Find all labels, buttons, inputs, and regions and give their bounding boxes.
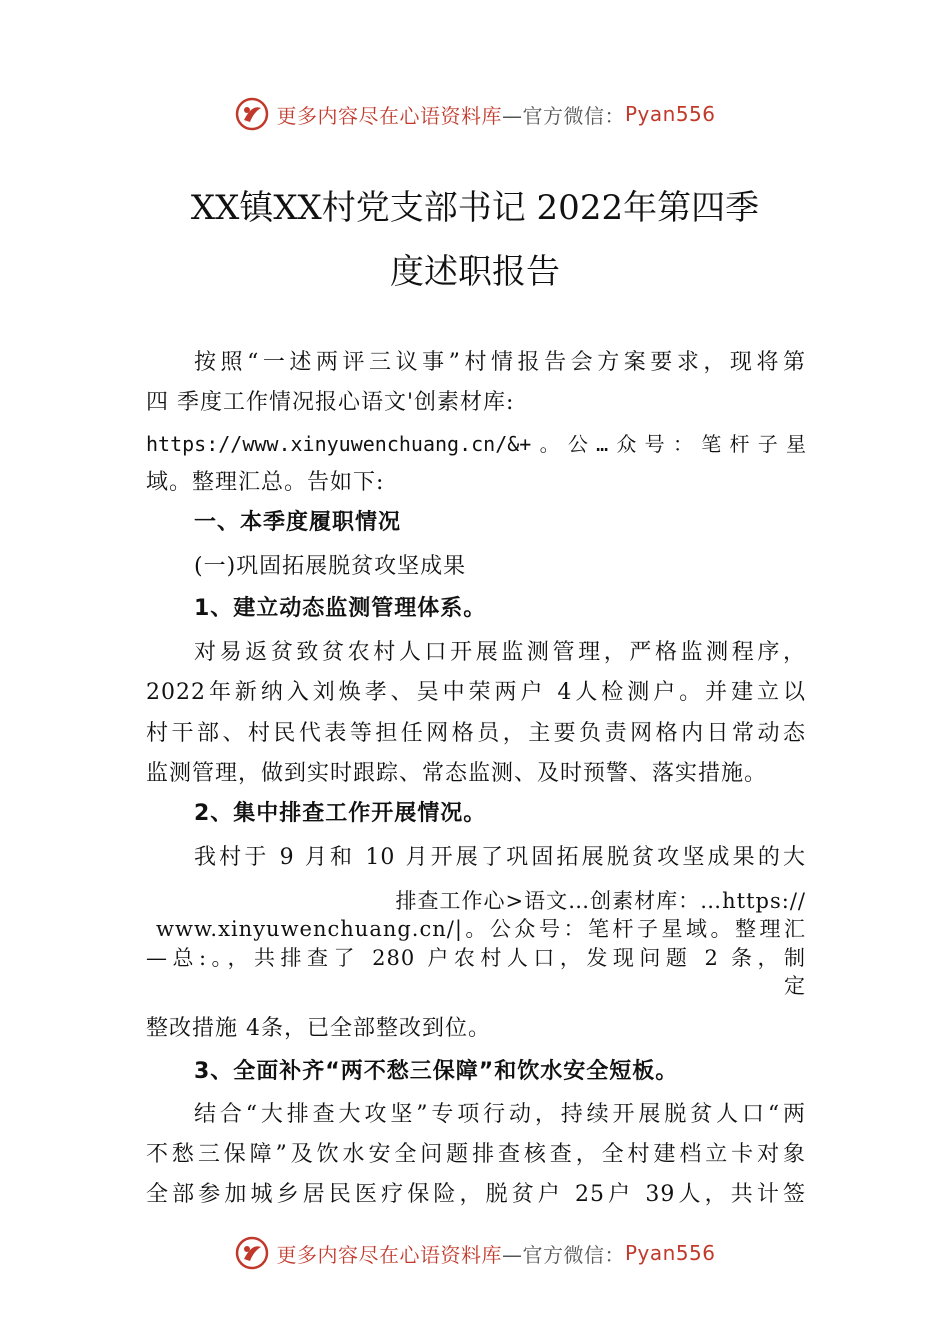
subsection-heading: (一)巩固拓展脱贫攻坚成果 [194, 554, 467, 579]
paragraph-line: 定 [784, 974, 806, 998]
paragraph-line: 按照“一述两评三议事”村情报告会方案要求，现将第 [194, 350, 806, 375]
paragraph-line: 对易返贫致贫农村人口开展监测管理，严格监测程序， [194, 640, 806, 665]
paragraph-line: 我村于 9 月和 10 月开展了巩固拓展脱贫攻坚成果的大 [194, 845, 806, 870]
paragraph-line: 四 季度工作情况报心语文'创素材库: [146, 390, 515, 415]
brand-logo-icon [234, 96, 270, 132]
paragraph-line: 全部参加城乡居民医疗保险，脱贫户 25户 39人，共计签 [146, 1182, 806, 1207]
watermark-account: Pyan556 [624, 1241, 716, 1265]
watermark-account: Pyan556 [624, 102, 716, 126]
document-title-line-2: 度述职报告 [390, 252, 560, 292]
paragraph-line: 域。整理汇总。告如下: [146, 470, 385, 495]
section-heading: 一、本季度履职情况 [194, 510, 402, 535]
paragraph-line: 监测管理，做到实时跟踪、常态监测、及时预警、落实措施。 [146, 761, 768, 786]
paragraph-line: https://www.xinyuwenchuang.cn/&+。公…众号：笔杆子星 [146, 432, 806, 456]
item-heading: 3、全面补齐“两不愁三保障”和饮水安全短板。 [194, 1059, 679, 1084]
paragraph-line: 整改措施 4条，已全部整改到位。 [146, 1016, 491, 1041]
paragraph-line: 2022年新纳入刘焕孝、吴中荣两户 4人检测户。并建立以 [146, 680, 806, 705]
brand-logo-icon [234, 1235, 270, 1271]
paragraph-line: —总:。，共排查了 280 户农村人口，发现问题 2 条，制 [146, 946, 806, 970]
watermark-header [0, 94, 950, 134]
document-title-line-1: XX镇XX村党支部书记 2022年第四季 [190, 188, 760, 228]
paragraph-line: 村干部、村民代表等担任网格员，主要负责网格内日常动态 [146, 721, 806, 746]
watermark-brand: 更多内容尽在心语资料库 [276, 103, 502, 128]
paragraph-line: 排查工作心>语文…创素材库：…https:// [395, 889, 806, 913]
watermark-separator: —官方微信： [501, 1242, 625, 1267]
item-heading: 2、集中排查工作开展情况。 [194, 801, 487, 826]
paragraph-line: 结合“大排查大攻坚”专项行动，持续开展脱贫人口“两 [194, 1102, 806, 1127]
paragraph-line: www.xinyuwenchuang.cn/|。公众号：笔杆子星域。整理汇 [156, 917, 806, 941]
watermark-footer [0, 1233, 950, 1273]
item-heading: 1、建立动态监测管理体系。 [194, 596, 487, 621]
watermark-brand: 更多内容尽在心语资料库 [276, 1242, 502, 1267]
watermark-separator: —官方微信： [501, 103, 625, 128]
paragraph-line: 不愁三保障”及饮水安全问题排查核查，全村建档立卡对象 [146, 1142, 806, 1167]
